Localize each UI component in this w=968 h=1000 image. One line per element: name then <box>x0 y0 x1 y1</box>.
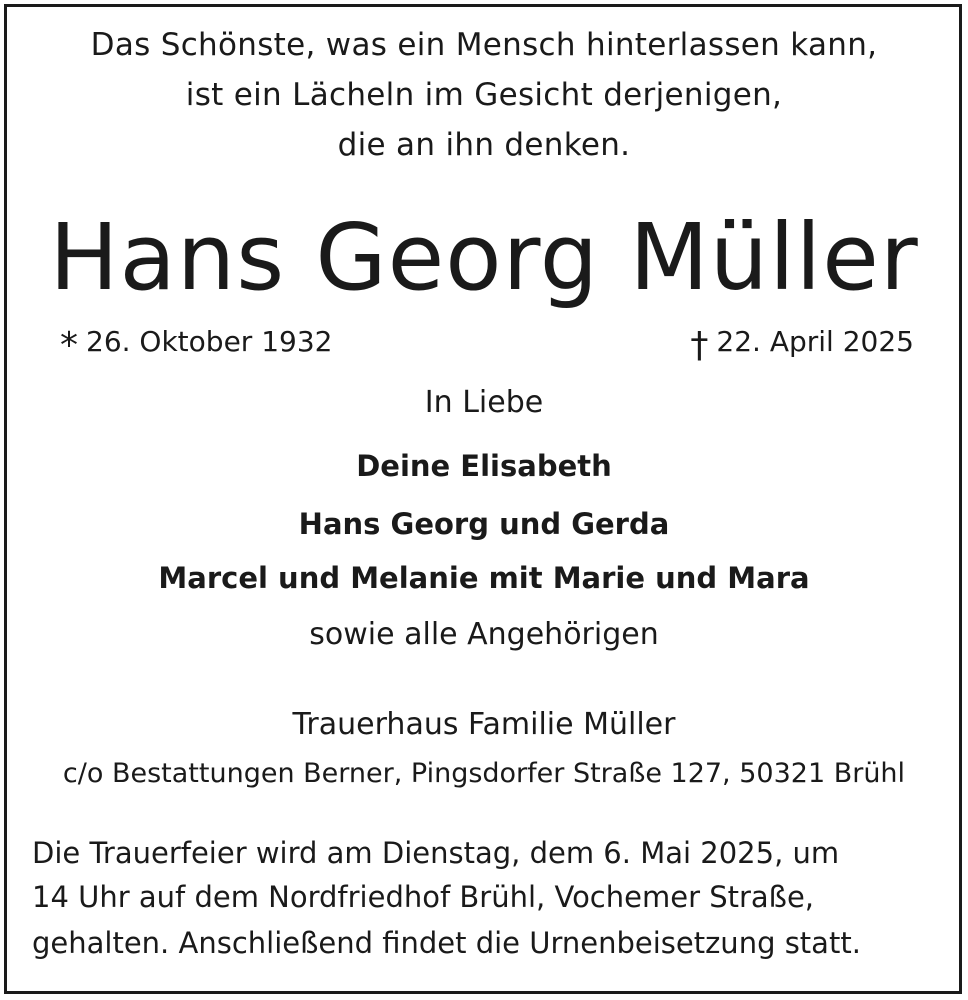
mourner-name: Hans Georg und Gerda <box>298 507 670 541</box>
birth-date-block <box>60 325 333 366</box>
death-cross-icon: † <box>690 325 709 366</box>
mourner-name: Deine Elisabeth <box>356 449 612 483</box>
quote-line-3: die an ihn denken. <box>337 127 631 163</box>
mourner-name: Marcel und Melanie mit Marie und Mara <box>158 561 810 595</box>
mourners-intro: In Liebe <box>424 385 544 420</box>
ceremony-line-3: gehalten. Anschließend findet die Urnenbeisetzung statt. <box>32 926 861 960</box>
birth-date: 26. Oktober 1932 <box>86 325 333 358</box>
quote-line-2: ist ein Lächeln im Gesicht derjenigen, <box>185 77 783 113</box>
death-date: 22. April 2025 <box>716 325 914 358</box>
address-line-2: c/o Bestattungen Berner, Pingsdorfer Straße 127, 50321 Brühl <box>62 758 906 789</box>
ceremony-line-1: Die Trauerfeier wird am Dienstag, dem 6. Mai 2025, um <box>32 836 840 870</box>
quote-line-1: Das Schönste, was ein Mensch hinterlassen kann, <box>90 27 878 63</box>
deceased-name: Hans Georg Müller <box>49 204 919 311</box>
birth-star-icon: * <box>60 325 78 366</box>
address-line-1: Trauerhaus Familie Müller <box>292 707 676 742</box>
mourners-others: sowie alle Angehörigen <box>309 617 659 652</box>
ceremony-line-2: 14 Uhr auf dem Nordfriedhof Brühl, Vochemer Straße, <box>32 880 815 914</box>
death-date-block <box>690 325 914 366</box>
